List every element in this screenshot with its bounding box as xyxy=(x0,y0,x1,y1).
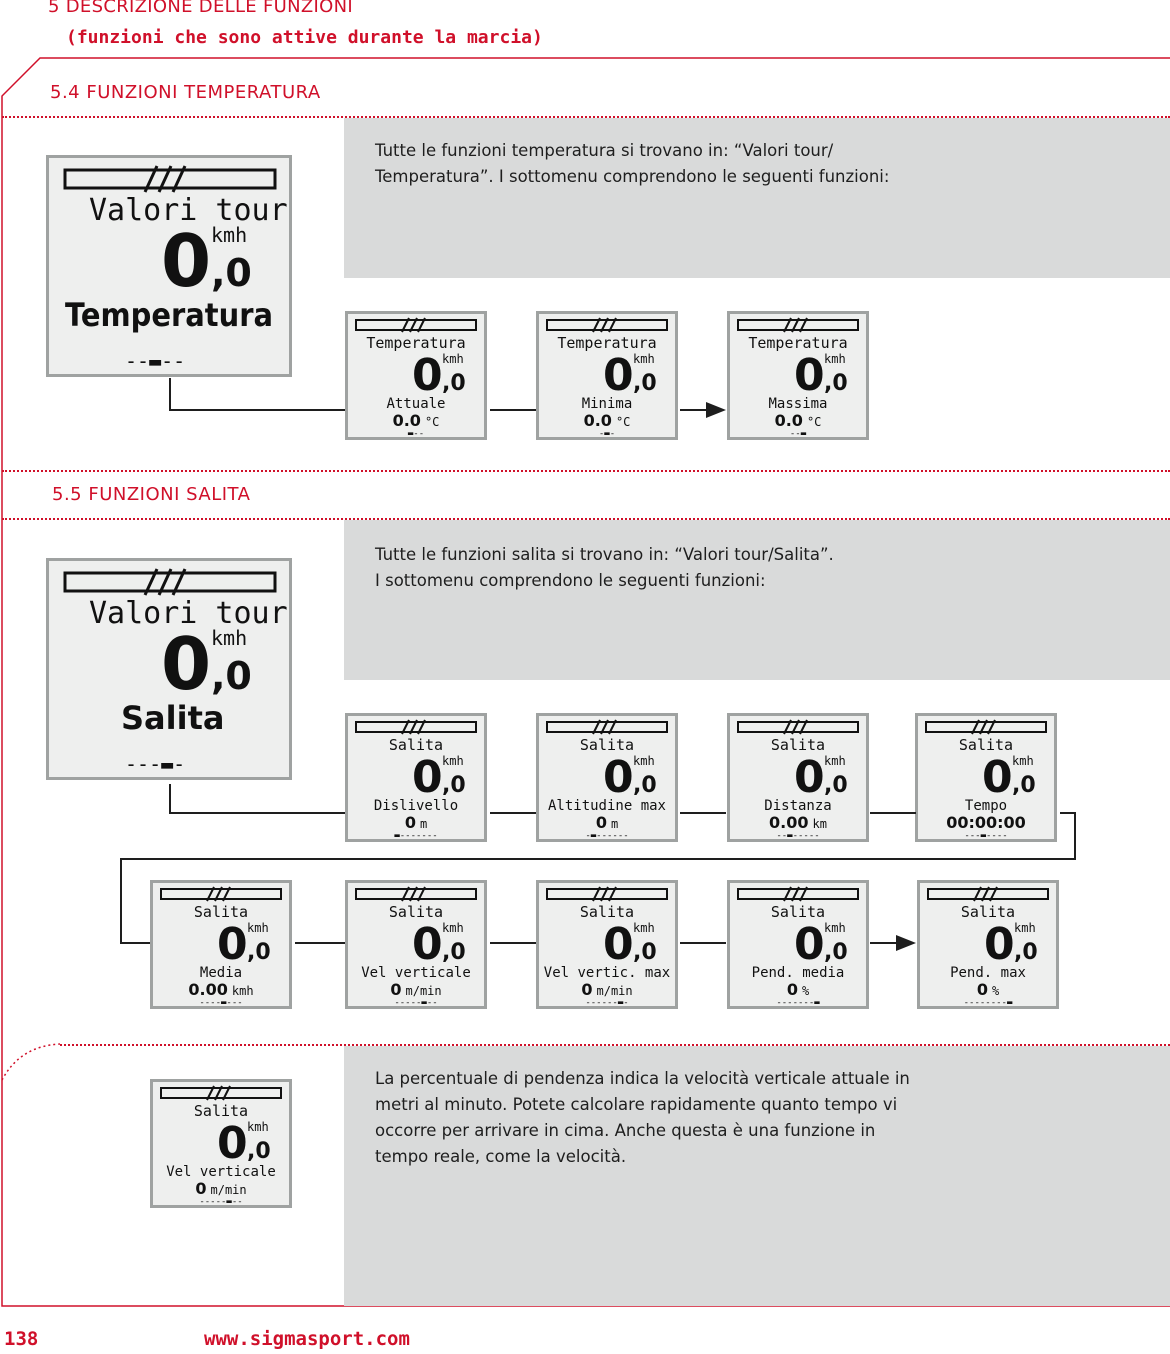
connector-line xyxy=(169,378,171,411)
lcd-label: Massima xyxy=(768,396,828,412)
lcd-speed: 0 xyxy=(412,350,443,401)
connector-line xyxy=(120,858,122,944)
lcd-indicator: ▬-- xyxy=(407,429,425,437)
lcd-value-row xyxy=(188,980,253,999)
connector-line xyxy=(295,942,345,944)
lcd-indicator: -----▬-- xyxy=(394,998,438,1006)
connector-line xyxy=(1074,812,1076,860)
lcd-label: Minima xyxy=(581,396,633,412)
lcd-main-temperature xyxy=(46,155,292,377)
lcd-value: 0 xyxy=(390,980,402,999)
lcd-speed: 0 xyxy=(161,219,212,303)
climb-text-line-1: Tutte le funzioni salita si trovano in: “Valori tour/Salita”. xyxy=(375,545,834,564)
lcd-value: 0 xyxy=(581,980,593,999)
lcd-speed: 0 xyxy=(161,622,212,706)
lcd-unit: °C xyxy=(424,415,440,429)
lcd-line-top: Salita xyxy=(579,903,635,921)
divider xyxy=(2,470,1170,472)
lcd-graphic xyxy=(920,883,1056,1006)
lcd-line-top: Temperatura xyxy=(366,334,466,352)
lcd-label: Media xyxy=(199,965,243,981)
svg-text:--▬--: --▬-- xyxy=(125,349,186,373)
chapter-title: 5 DESCRIZIONE DELLE FUNZIONI xyxy=(48,0,353,17)
lcd-speed-unit: kmh xyxy=(1014,921,1036,935)
lcd-graphic xyxy=(539,314,675,437)
arrow-right-icon xyxy=(896,935,916,951)
lcd-line-top: Temperatura xyxy=(748,334,848,352)
lcd-indicator: --▬----- xyxy=(776,831,820,839)
lcd-unit: °C xyxy=(806,415,822,429)
lcd-graphic xyxy=(730,314,866,437)
lcd-value-row xyxy=(946,813,1026,832)
lcd-temp-max xyxy=(727,311,869,440)
lcd-speed-decimal: ,0 xyxy=(824,371,848,396)
lcd-speed-decimal: ,0 xyxy=(633,940,657,965)
lcd-speed: 0 xyxy=(217,1118,248,1169)
lcd-climb-vvertmax xyxy=(536,880,678,1009)
lcd-speed-decimal: ,0 xyxy=(211,251,252,295)
lcd-graphic xyxy=(730,883,866,1006)
lcd-label: Distanza xyxy=(764,798,832,814)
lcd-graphic xyxy=(348,314,484,437)
temperature-text-line-1: Tutte le funzioni temperatura si trovano in: “Valori tour/ xyxy=(375,141,834,160)
lcd-value-row xyxy=(769,813,827,832)
lcd-label: Tempo xyxy=(964,798,1008,814)
lcd-climb-time xyxy=(915,713,1057,842)
lcd-speed-unit: kmh xyxy=(442,352,464,366)
lcd-climb-gradeavg xyxy=(727,880,869,1009)
lcd-graphic xyxy=(539,716,675,839)
lcd-label: Pend. max xyxy=(950,965,1026,981)
lcd-graphic xyxy=(918,716,1054,839)
lcd-unit: m/min xyxy=(596,984,633,998)
vertical-text-line-1: La percentuale di pendenza indica la velocità verticale attuale in xyxy=(375,1069,910,1088)
arrow-right-icon xyxy=(706,402,726,418)
lcd-line-top: Salita xyxy=(958,736,1014,754)
connector-line xyxy=(169,409,345,411)
lcd-line-bottom: Salita xyxy=(121,699,225,737)
lcd-value: 0.00 xyxy=(769,813,809,832)
lcd-line-top: Salita xyxy=(960,903,1016,921)
section-title-temperature: 5.4 FUNZIONI TEMPERATURA xyxy=(50,82,321,103)
lcd-value: 0.0 xyxy=(392,411,421,430)
lcd-label: Vel verticale xyxy=(166,1164,276,1180)
footer-url: www.sigmasport.com xyxy=(204,1328,410,1350)
lcd-speed-unit: kmh xyxy=(633,921,655,935)
lcd-graphic xyxy=(539,883,675,1006)
lcd-graphic xyxy=(348,716,484,839)
lcd-line-top: Salita xyxy=(388,903,444,921)
lcd-speed: 0 xyxy=(603,752,634,803)
connector-line xyxy=(120,942,150,944)
lcd-value-row xyxy=(390,980,441,999)
connector-line xyxy=(169,812,345,814)
lcd-climb-elev xyxy=(345,713,487,842)
lcd-indicator: ---▬---- xyxy=(964,831,1008,839)
lcd-indicator: ▬------- xyxy=(394,831,438,839)
lcd-line-top: Temperatura xyxy=(557,334,657,352)
lcd-speed: 0 xyxy=(412,919,443,970)
lcd-value: 00:00:00 xyxy=(946,813,1026,832)
lcd-speed-unit: kmh xyxy=(211,626,248,650)
connector-line xyxy=(169,784,171,814)
lcd-label: Vel vertic. max xyxy=(543,965,671,981)
lcd-climb-avg xyxy=(150,880,292,1009)
connector-line xyxy=(490,409,536,411)
lcd-speed-unit: kmh xyxy=(824,352,846,366)
lcd-speed-unit: kmh xyxy=(633,352,655,366)
lcd-value: 0.0 xyxy=(583,411,612,430)
lcd-speed: 0 xyxy=(982,752,1013,803)
connector-line xyxy=(680,942,726,944)
lcd-unit: °C xyxy=(615,415,631,429)
lcd-speed: 0 xyxy=(984,919,1015,970)
lcd-climb-altmax xyxy=(536,713,678,842)
vertical-text-line-3: occorre per arrivare in cima. Anche questa è una funzione in xyxy=(375,1121,876,1140)
lcd-speed: 0 xyxy=(603,919,634,970)
lcd-unit: % xyxy=(801,984,810,998)
lcd-line-top: Salita xyxy=(193,1102,249,1120)
lcd-speed: 0 xyxy=(794,919,825,970)
lcd-speed-decimal: ,0 xyxy=(442,940,466,965)
lcd-value: 0 xyxy=(786,980,798,999)
lcd-value: 0.00 xyxy=(188,980,228,999)
lcd-value: 0 xyxy=(595,813,607,832)
lcd-line-top: Salita xyxy=(770,903,826,921)
lcd-speed-unit: kmh xyxy=(247,1120,269,1134)
lcd-label: Pend. media xyxy=(751,965,845,981)
lcd-speed-decimal: ,0 xyxy=(1014,940,1038,965)
lcd-line-bottom: Temperatura xyxy=(65,296,273,334)
lcd-speed: 0 xyxy=(794,752,825,803)
lcd-line-top: Salita xyxy=(193,903,249,921)
lcd-value: 0 xyxy=(404,813,416,832)
lcd-main-climb-graphic xyxy=(49,561,289,777)
lcd-line-top: Valori tour xyxy=(89,596,288,631)
lcd-speed: 0 xyxy=(217,919,248,970)
lcd-speed-decimal: ,0 xyxy=(1012,773,1036,798)
lcd-value-row xyxy=(405,813,427,832)
lcd-main-climb xyxy=(46,558,292,780)
lcd-value-row xyxy=(977,980,1000,999)
lcd-speed-decimal: ,0 xyxy=(442,371,466,396)
lcd-value: 0 xyxy=(976,980,988,999)
svg-text:---▬-: ---▬- xyxy=(125,752,186,776)
lcd-indicator: --▬ xyxy=(789,429,807,437)
lcd-graphic xyxy=(348,883,484,1006)
lcd-line-top: Salita xyxy=(770,736,826,754)
temperature-text-line-2: Temperatura”. I sottomenu comprendono le seguenti funzioni: xyxy=(375,167,890,186)
lcd-value-row xyxy=(195,1179,246,1198)
lcd-label: Dislivello xyxy=(373,798,459,814)
lcd-graphic xyxy=(153,1082,289,1205)
connector-line xyxy=(680,812,726,814)
lcd-indicator: -----▬-- xyxy=(199,1197,243,1205)
lcd-climb-vvert xyxy=(345,880,487,1009)
lcd-label: Attuale xyxy=(386,396,446,412)
lcd-speed-decimal: ,0 xyxy=(211,654,252,698)
lcd-value-row xyxy=(393,411,440,430)
vertical-text-line-2: metri al minuto. Potete calcolare rapidamente quanto tempo vi xyxy=(375,1095,898,1114)
lcd-indicator: ----▬--- xyxy=(199,998,243,1006)
lcd-value-row xyxy=(581,980,632,999)
lcd-climb-dist xyxy=(727,713,869,842)
lcd-value-row xyxy=(775,411,822,430)
lcd-speed-decimal: ,0 xyxy=(633,773,657,798)
lcd-speed-decimal: ,0 xyxy=(824,773,848,798)
lcd-label: Vel verticale xyxy=(361,965,471,981)
lcd-unit: m xyxy=(419,817,428,831)
lcd-temp-min xyxy=(536,311,678,440)
lcd-speed-decimal: ,0 xyxy=(824,940,848,965)
lcd-speed-unit: kmh xyxy=(211,223,248,247)
connector-line xyxy=(490,812,536,814)
lcd-speed: 0 xyxy=(603,350,634,401)
connector-line xyxy=(870,812,916,814)
lcd-unit: m/min xyxy=(405,984,442,998)
chapter-subtitle: (funzioni che sono attive durante la marcia) xyxy=(66,27,543,48)
connector-line xyxy=(120,858,1076,860)
lcd-speed-decimal: ,0 xyxy=(247,940,271,965)
lcd-indicator: ------▬- xyxy=(585,998,629,1006)
vertical-text-line-4: tempo reale, come la velocità. xyxy=(375,1147,627,1166)
lcd-speed-decimal: ,0 xyxy=(633,371,657,396)
lcd-vert-detail xyxy=(150,1079,292,1208)
lcd-speed-unit: kmh xyxy=(1012,754,1034,768)
lcd-speed-unit: kmh xyxy=(824,921,846,935)
lcd-main-temperature-graphic xyxy=(49,158,289,374)
lcd-speed: 0 xyxy=(794,350,825,401)
lcd-label: Altitudine max xyxy=(547,798,667,814)
lcd-line-top: Valori tour xyxy=(89,193,288,228)
lcd-unit: kmh xyxy=(231,984,254,998)
lcd-indicator: --------▬ xyxy=(963,998,1013,1006)
connector-line xyxy=(490,942,536,944)
lcd-speed-unit: kmh xyxy=(633,754,655,768)
lcd-line-top: Salita xyxy=(579,736,635,754)
lcd-unit: m/min xyxy=(210,1183,247,1197)
lcd-speed-unit: kmh xyxy=(442,921,464,935)
lcd-speed-decimal: ,0 xyxy=(247,1139,271,1164)
lcd-speed: 0 xyxy=(412,752,443,803)
lcd-unit: % xyxy=(991,984,1000,998)
lcd-indicator: -▬- xyxy=(598,429,616,437)
lcd-speed-unit: kmh xyxy=(442,754,464,768)
lcd-speed-decimal: ,0 xyxy=(442,773,466,798)
lcd-value: 0.0 xyxy=(774,411,803,430)
lcd-speed-unit: kmh xyxy=(824,754,846,768)
lcd-graphic xyxy=(153,883,289,1006)
section-title-climb: 5.5 FUNZIONI SALITA xyxy=(52,484,251,505)
lcd-indicator: -------▬ xyxy=(776,998,820,1006)
lcd-unit: km xyxy=(812,817,827,831)
lcd-climb-grademax xyxy=(917,880,1059,1009)
page-number: 138 xyxy=(4,1328,39,1350)
lcd-value-row xyxy=(584,411,631,430)
lcd-value-row xyxy=(787,980,810,999)
lcd-line-top: Salita xyxy=(388,736,444,754)
lcd-value-row xyxy=(596,813,618,832)
lcd-indicator: -▬------ xyxy=(585,831,629,839)
lcd-temp-actual xyxy=(345,311,487,440)
climb-text-line-2: I sottomenu comprendono le seguenti funzioni: xyxy=(375,571,766,590)
lcd-unit: m xyxy=(610,817,619,831)
lcd-graphic xyxy=(730,716,866,839)
lcd-speed-unit: kmh xyxy=(247,921,269,935)
lcd-value: 0 xyxy=(195,1179,207,1198)
